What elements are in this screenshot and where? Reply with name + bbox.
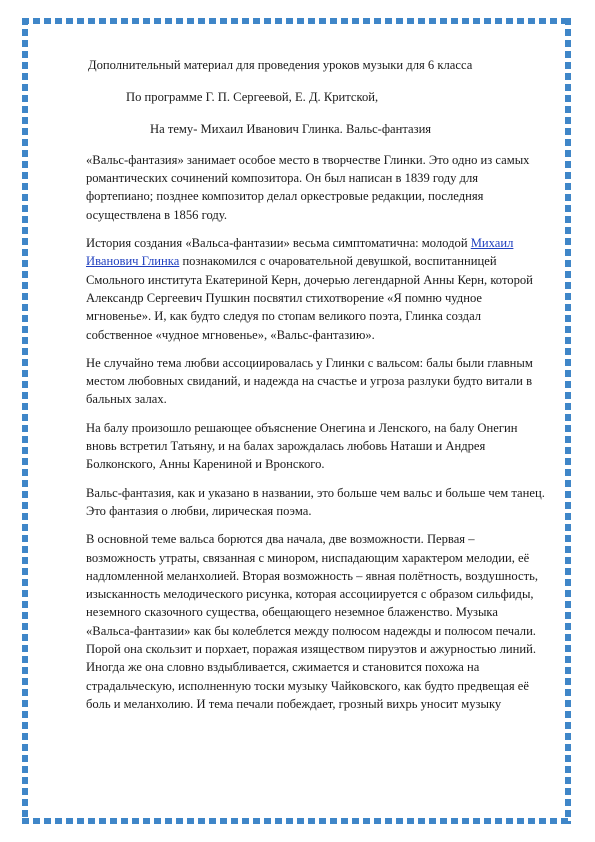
paragraph-6: В основной теме вальса борются два начала, две возможности. Первая – возможность утраты, связанная с минором, ниспадающим характером мелодии, её надломленной меланхолией. Вторая возможность – явная полётность, воздушность, изысканность мелодического рисунка, которая ассоциируется с образом сильфиды, неземного сказочного существа, обещающего неземное блаженство. Музыка «Вальса-фантазии» как бы колеблется между полюсом надежды и полюсом печали. Порой она скользит и порхает, поражая изяществом пируэтов и ажурностью линий. Иногда же она словно вздыбливается, сжимается и становится похожа на страдальческую, исполненную тоски музыку Чайковского, как будто предвещая её боль и меланхолию. И тема печали побеждает, грозный вихрь уносит музыку	[86, 532, 538, 711]
paragraph-2-text-after: познакомился с очаровательной девушкой, воспитанницей Смольного института Екатериной Керн, дочерью легендарной Анны Керн, которой Александр Сергеевич Пушкин посвятил стихотворение «Я помню чудное мгновенье». И, как будто следуя по стопам великого поэта, Глинка создал собственное «чудное мгновенье», «Вальс-фантазию».	[86, 254, 533, 342]
document-body	[86, 56, 546, 723]
paragraph-5: Вальс-фантазия, как и указано в названии, это больше чем вальс и больше чем танец. Это фантазия о любви, лирическая поэма.	[86, 485, 545, 518]
glinka-link[interactable]: Михаил Иванович Глинка	[86, 236, 514, 269]
border-bottom	[22, 818, 571, 824]
paragraph-1: «Вальс-фантазия» занимает особое место в творчестве Глинки. Это одно из самых романтических сочинений композитора. Он был написан в 1839 году для фортепиано; позднее композитор делал оркестровые редакции, последняя осуществлена в 1856 году.	[86, 152, 530, 222]
paragraph-4: На балу произошло решающее объяснение Онегина и Ленского, на балу Онегин вновь встретил Татьяну, и на балах зарождалась любовь Наташи и Андрея Болконского, Анны Карениной и Вронского.	[86, 420, 518, 472]
paragraph-2	[86, 234, 546, 344]
border-left	[22, 18, 28, 824]
paragraph-3: Не случайно тема любви ассоциировалась у Глинки с вальсом: балы были главным местом любовных свиданий, и надежда на счастье и угроза разлуки будто витали в бальных залах.	[86, 355, 533, 407]
header-line-1: Дополнительный материал для проведения уроков музыки для 6 класса	[88, 58, 473, 72]
border-top	[22, 18, 571, 24]
header-line-2: По программе Г. П. Сергеевой, Е. Д. Критской,	[126, 90, 379, 105]
paragraph-2-text-before: История создания «Вальса-фантазии» весьма симптоматична: молодой	[86, 236, 471, 251]
header-line-3: На тему- Михаил Иванович Глинка. Вальс-фантазия	[150, 121, 432, 136]
border-right	[565, 18, 571, 824]
